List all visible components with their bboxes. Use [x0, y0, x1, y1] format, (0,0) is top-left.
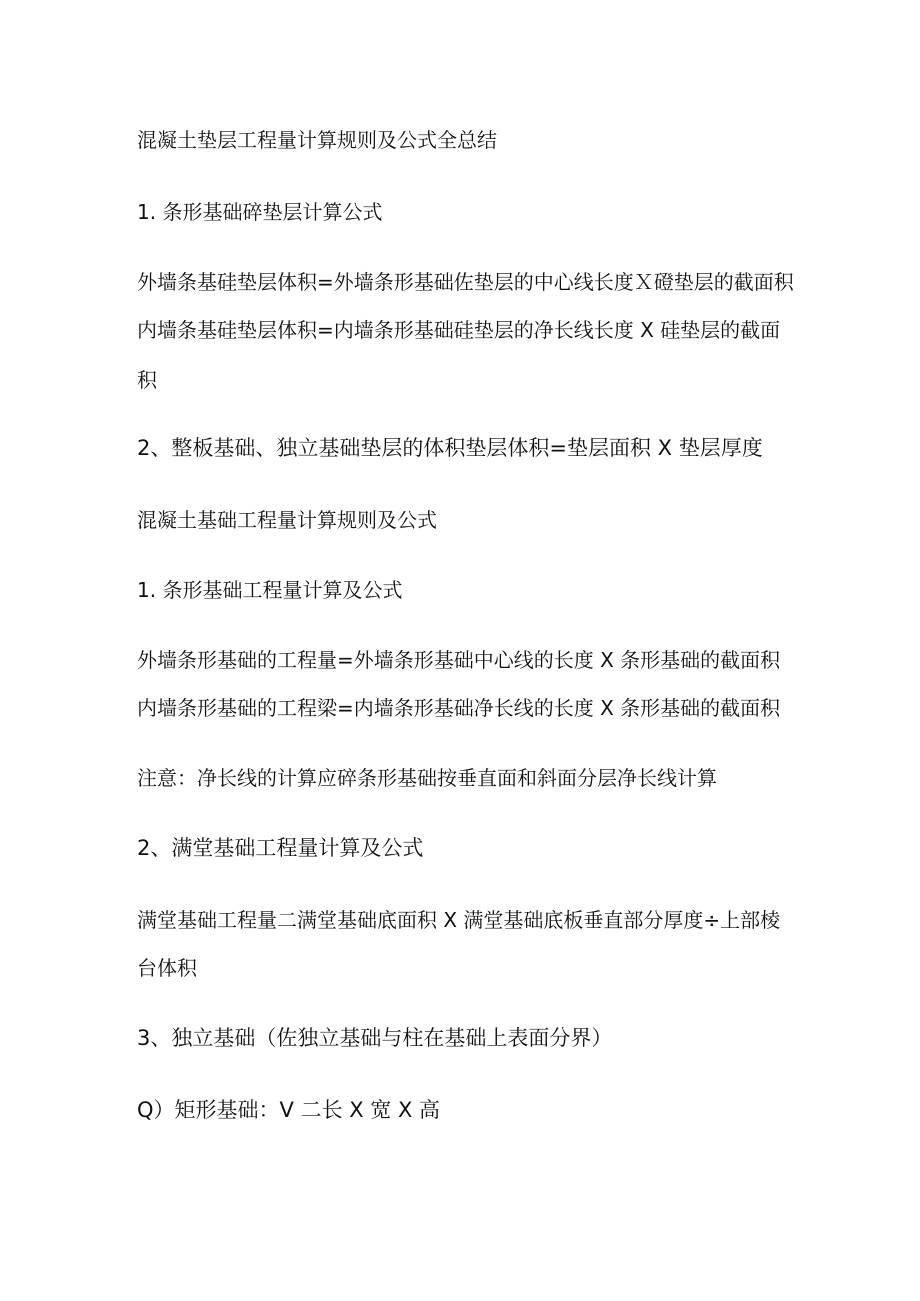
section-heading-slab-cushion: 2、整板基础、独立基础垫层的体积垫层体积=垫层面积 X 垫层厚度	[137, 436, 763, 460]
paragraph-line: 内墙条基硅垫层体积=内墙条形基础硅垫层的净长线长度 X 硅垫层的截面	[137, 318, 781, 342]
paragraph-line: 台体积	[137, 956, 197, 980]
section-heading-isolated-foundation: 3、独立基础（佐独立基础与柱在基础上表面分界）	[137, 1026, 613, 1050]
document-title: 混凝土垫层工程量计算规则及公式全总结	[137, 128, 497, 152]
section-heading-strip-foundation: 1. 条形基础工程量计算及公式	[137, 578, 403, 602]
paragraph-line: 满堂基础工程量二满堂基础底面积 X 满堂基础底板垂直部分厚度÷上部棱	[137, 908, 781, 932]
section-heading-strip-cushion: 1. 条形基础碎垫层计算公式	[137, 200, 383, 224]
paragraph-line: 内墙条形基础的工程梁=内墙条形基础净长线的长度 X 条形基础的截面积	[137, 696, 781, 720]
section-heading-raft-foundation: 2、满堂基础工程量计算及公式	[137, 836, 424, 860]
formula-rectangular-foundation: Q）矩形基础：V 二长 X 宽 X 高	[137, 1098, 441, 1122]
paragraph-line: 积	[137, 368, 157, 392]
note-line: 注意：净长线的计算应碎条形基础按垂直面和斜面分层净长线计算	[137, 766, 717, 790]
section-title-concrete-foundation: 混凝土基础工程量计算规则及公式	[137, 508, 437, 532]
paragraph-line: 外墙条形基础的工程量=外墙条形基础中心线的长度 X 条形基础的截面积	[137, 648, 781, 672]
paragraph-line: 外墙条基硅垫层体积=外墙条形基础佐垫层的中心线长度Ｘ磴垫层的截面积	[137, 270, 794, 294]
